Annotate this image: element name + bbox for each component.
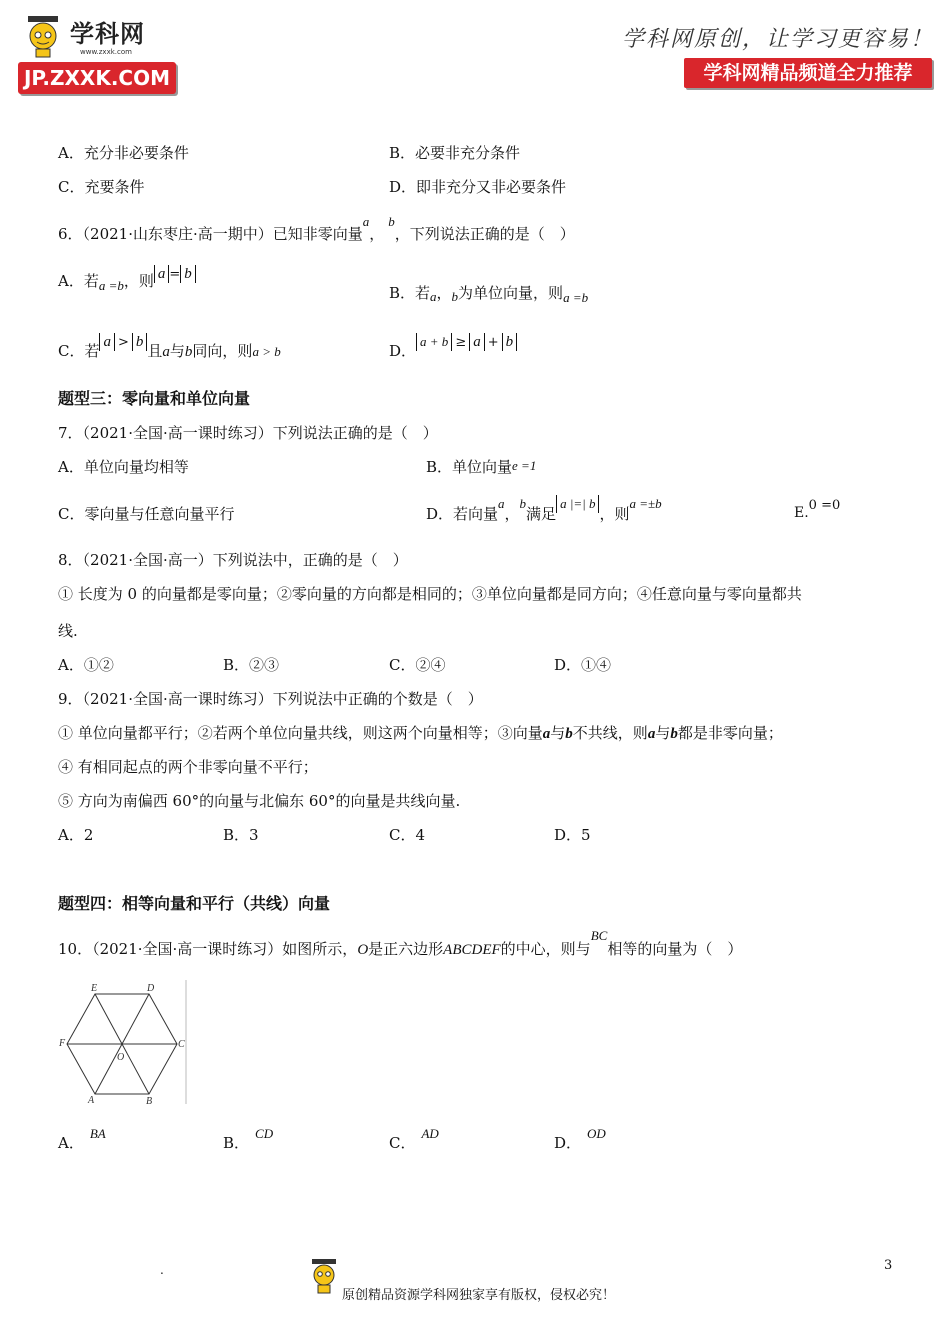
promo-banner: 学科网精品频道全力推荐: [684, 58, 932, 88]
q7-option-a: A．单位向量均相等: [58, 458, 189, 476]
q10-option-a: A．BA: [58, 1126, 106, 1152]
vertex-label-e: E: [91, 983, 98, 994]
q9-option-c: C．4: [389, 826, 426, 844]
vertex-label-f: F: [59, 1038, 66, 1049]
q5-option-c: C．充要条件: [58, 178, 145, 196]
q8-option-c: C．②④: [389, 656, 446, 674]
footer-mascot-icon: [308, 1258, 340, 1296]
q7-option-d: D．若向量a，b满足a |=| b，则a =±b: [426, 496, 662, 523]
q8-option-a: A．①②: [58, 656, 114, 674]
q8-body-line2: 线.: [58, 622, 78, 640]
vertex-label-d: D: [147, 983, 155, 994]
q9-stem: 9．（2021·全国·高一课时练习）下列说法中正确的个数是（ ）: [58, 690, 483, 708]
logo: [18, 14, 180, 96]
q6-option-d: D．a + b ≥ a + b: [389, 330, 517, 351]
q7-stem: 7．（2021·全国·高一课时练习）下列说法正确的是（ ）: [58, 424, 438, 442]
footer-dot: .: [160, 1263, 164, 1277]
q8-stem: 8．（2021·全国·高一）下列说法中，正确的是（ ）: [58, 551, 408, 569]
q6-option-b: B．若a，b为单位向量，则a =b: [389, 284, 589, 305]
q9-option-d: D．5: [554, 826, 591, 844]
section-heading-4: 题型四：相等向量和平行（共线）向量: [58, 894, 331, 913]
slogan: 学科网原创，让学习更容易！: [621, 27, 934, 52]
q7-option-e: E.0 =0: [794, 498, 841, 521]
page-number: 3: [884, 1258, 893, 1273]
vertex-label-b: B: [146, 1096, 153, 1107]
q8-body-line1: ① 长度为 0 的向量都是零向量；②零向量的方向都是相同的；③单位向量都是同方向；④任意向量与零向量都共: [58, 585, 802, 603]
vertex-label-a: A: [88, 1095, 95, 1106]
q10-option-b: B．CD: [223, 1126, 274, 1152]
q5-option-b: B．必要非充分条件: [389, 144, 521, 162]
q10-option-d: D．OD: [554, 1126, 606, 1152]
q9-option-a: A．2: [58, 826, 94, 844]
section-heading-3: 题型三：零向量和单位向量: [58, 389, 251, 408]
q9-line2: ④ 有相同起点的两个非零向量不平行；: [58, 758, 318, 776]
hexagon-figure: [56, 980, 191, 1108]
q6-stem: 6．（2021·山东枣庄·高一期中）已知非零向量a，b，下列说法正确的是（ ）: [58, 214, 575, 243]
q6-option-a: A．若a =b，则 a = b: [58, 270, 196, 291]
q7-option-b: B．单位向量e =1: [426, 458, 537, 476]
q10-stem: 10．（2021·全国·高一课时练习）如图所示，O是正六边形ABCDEF的中心，则与BC相等的向量为（ ）: [58, 928, 743, 958]
vertex-label-c: C: [178, 1039, 185, 1050]
logo-banner: JP.ZXXK.COM: [18, 62, 176, 94]
q6-option-c: C．若 a > b 且a与b同向，则a > b: [58, 334, 281, 360]
q8-option-d: D．①④: [554, 656, 612, 674]
q7-option-c: C．零向量与任意向量平行: [58, 505, 235, 523]
q10-option-c: C．AD: [389, 1126, 439, 1152]
q5-option-a: A．充分非必要条件: [58, 144, 189, 162]
q8-option-b: B．②③: [223, 656, 280, 674]
mascot-icon: [22, 14, 66, 60]
q9-line1: ① 单位向量都平行；②若两个单位向量共线，则这两个向量相等；③向量a与b不共线，则a与b都是非零向量；: [58, 724, 783, 742]
q5-option-d: D．即非充分又非必要条件: [389, 178, 567, 196]
vertex-label-o: O: [117, 1052, 125, 1063]
logo-url: www.zxxk.com: [80, 48, 132, 56]
footer-copyright: 原创精品资源学科网独家享有版权，侵权必究！: [342, 1288, 616, 1303]
q9-line3: ⑤ 方向为南偏西 60°的向量与北偏东 60°的向量是共线向量.: [58, 792, 461, 810]
q9-option-b: B．3: [223, 826, 259, 844]
logo-brand: 学科网: [70, 20, 145, 48]
